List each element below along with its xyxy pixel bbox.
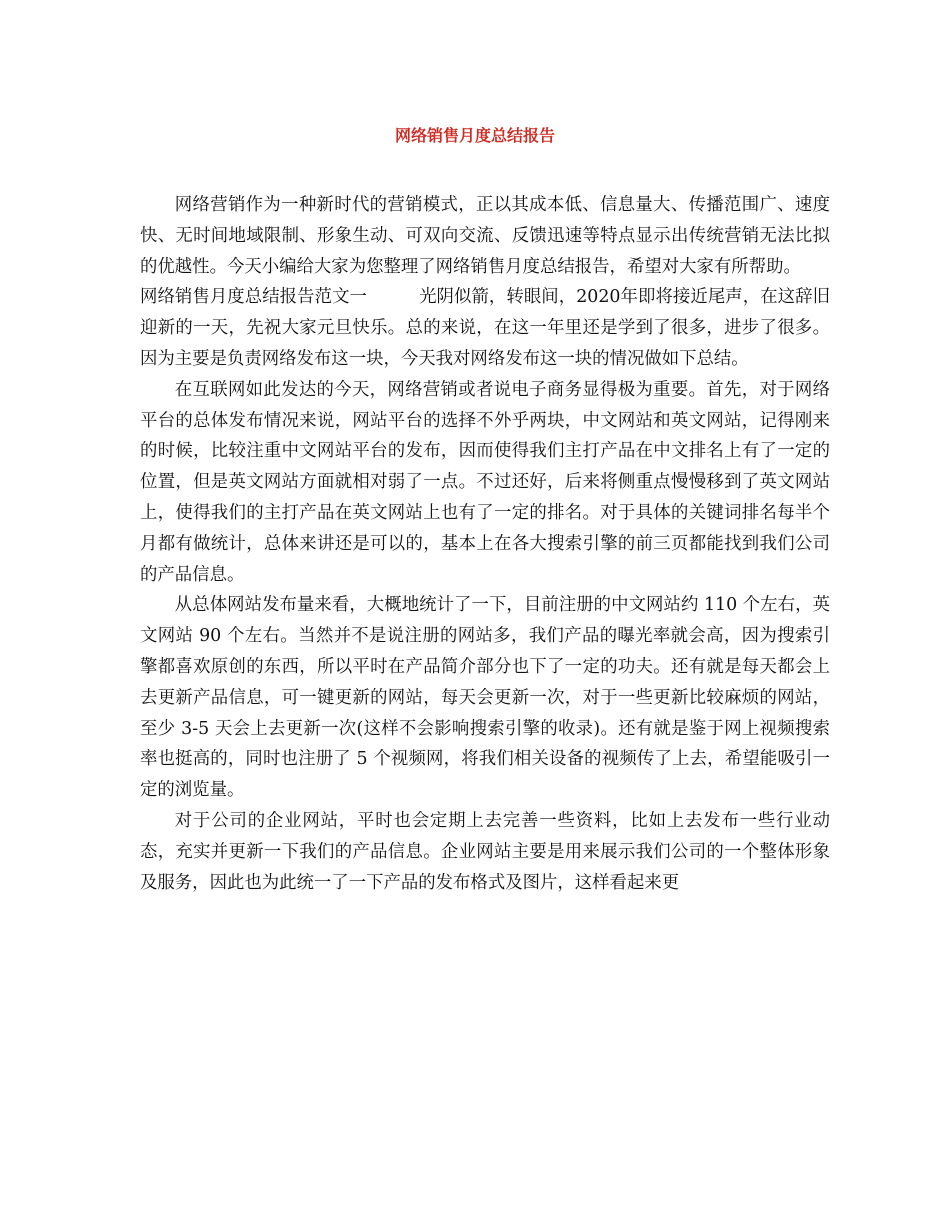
body-paragraph-3: 对于公司的企业网站，平时也会定期上去完善一些资料，比如上去发布一些行业动态，充实并更新一下我们的产品信息。企业网站主要是用来展示我们公司的一个整体形象及服务，因此也为此统一了一下产品的发布格式及图片，这样看起来更: [140, 810, 830, 893]
intro-paragraph: 网络营销作为一种新时代的营销模式，正以其成本低、信息量大、传播范围广、速度快、无时间地域限制、形象生动、可双向交流、反馈迅速等特点显示出传统营销无法比拟的优越性。今天小编给大家为您整理了网络销售月度总结报告，希望对大家有所帮助。: [140, 195, 830, 277]
body-paragraph-1: 在互联网如此发达的今天，网络营销或者说电子商务显得极为重要。首先，对于网络平台的总体发布情况来说，网站平台的选择不外乎两块，中文网站和英文网站，记得刚来的时候，比较注重中文网站平台的发布，因而使得我们主打产品在中文排名上有了一定的位置，但是英文网站方面就相对弱了一点。不过还好，后来将侧重点慢慢移到了英文网站上，使得我们的主打产品在英文网站上也有了一定的排名。对于具体的关键词排名每半个月都有做统计，总体来讲还是可以的，基本上在各大搜索引擎的前三页都能找到我们公司的产品信息。: [140, 379, 830, 585]
sample-heading: 网络销售月度总结报告范文一: [140, 287, 367, 308]
document-body: [140, 190, 830, 898]
document-title: 网络销售月度总结报告: [394, 126, 555, 145]
sample-paragraph: [140, 282, 830, 374]
body-paragraph-2: 从总体网站发布量来看，大概地统计了一下，目前注册的中文网站约 110 个左右，英文网站 90 个左右。当然并不是说注册的网站多，我们产品的曝光率就会高，因为搜索引擎都喜欢原创的东西，所以平时在产品简介部分也下了一定的功夫。还有就是每天都会上去更新产品信息，可一键更新的网站，每天会更新一次，对于一些更新比较麻烦的网站，至少 3-5 天会上去更新一次(这样不会影响搜索引擎的收录)。还有就是鉴于网上视频搜索率也挺高的，同时也注册了 5 个视频网，将我们相关设备的视频传了上去，希望能吸引一定的浏览量。: [140, 595, 830, 801]
sample-opening: 光阴似箭，转眼间，2020年即将接近尾声，在这辞旧迎新的一天，先祝大家元旦快乐。总的来说，在这一年里还是学到了很多，进步了很多。因为主要是负责网络发布这一块，今天我对网络发布这一块的情况做如下总结。: [140, 287, 830, 369]
